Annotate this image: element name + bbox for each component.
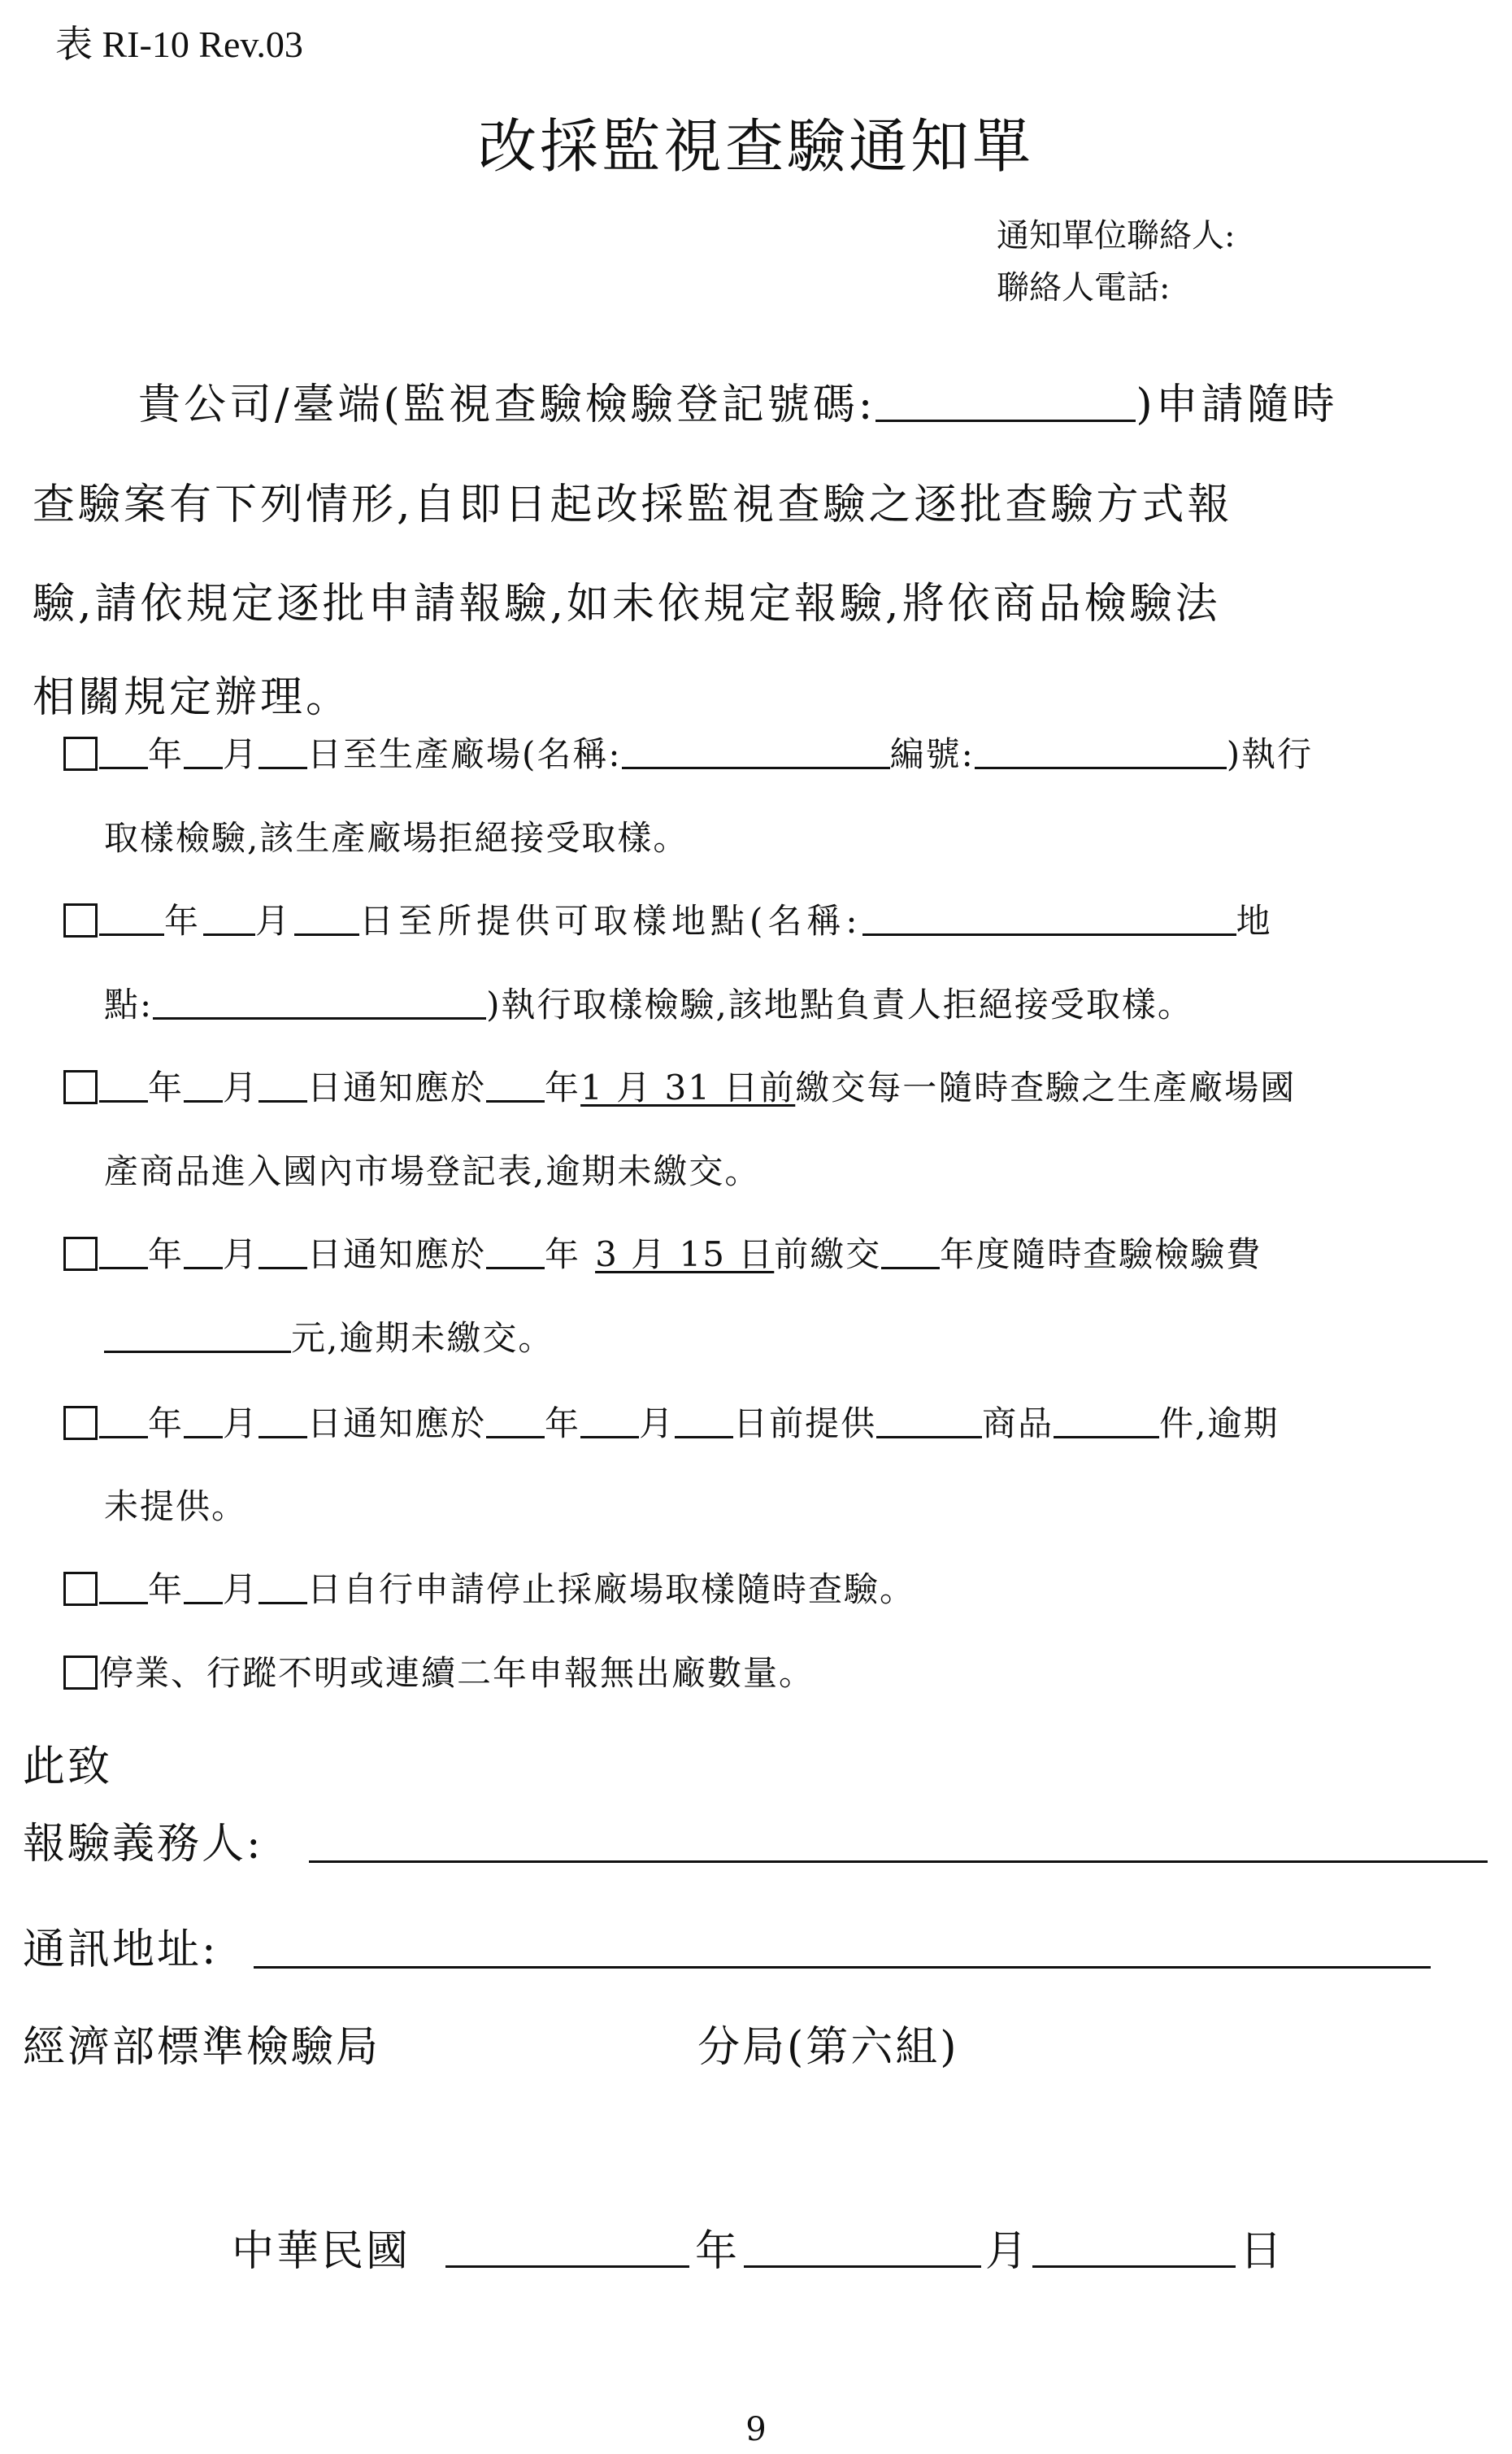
item-2-name-field[interactable] xyxy=(862,904,1236,936)
item-5-text-b: 年 xyxy=(545,1403,581,1443)
year-label: 年 xyxy=(164,901,204,941)
item-7 xyxy=(63,1647,815,1695)
item-3-due-date: 1 月 31 日前 xyxy=(580,1068,796,1107)
item-4-due-date: 3 月 15 日 xyxy=(595,1234,775,1274)
form-code: 表 RI-10 Rev.03 xyxy=(55,24,303,65)
item-5-text-f: 件,逾期 xyxy=(1159,1403,1280,1443)
item-4-month-field[interactable] xyxy=(184,1238,223,1269)
item-2-month-field[interactable] xyxy=(203,904,255,936)
item-2-line-2a: 點: xyxy=(104,985,154,1025)
item-1-year-field[interactable] xyxy=(99,738,148,769)
item-1-text-b: 編號: xyxy=(889,734,975,774)
contact-person-label: 通知單位聯絡人: xyxy=(997,217,1236,255)
item-1-month-field[interactable] xyxy=(184,738,223,769)
item-4-text-b: 年 xyxy=(545,1234,581,1274)
item-4-text-e: 年度隨時查驗檢驗費 xyxy=(940,1234,1262,1274)
item-4-line-2 xyxy=(104,1312,554,1360)
item-1-line-2: 取樣檢驗,該生產廠場拒絕接受取樣。 xyxy=(104,818,689,858)
item-5-due-month-field[interactable] xyxy=(580,1407,639,1438)
date-day-label: 日 xyxy=(1240,2227,1285,2276)
item-4-year-field[interactable] xyxy=(99,1238,148,1269)
body-line-2: 查驗案有下列情形,自即日起改採監視查驗之逐批查驗方式報 xyxy=(33,481,1233,529)
item-7-text: 停業、行蹤不明或連續二年申報無出廠數量。 xyxy=(99,1653,815,1693)
item-5-product-field[interactable] xyxy=(876,1407,982,1438)
month-label: 月 xyxy=(223,1403,259,1443)
body-line-3: 驗,請依規定逐批申請報驗,如未依規定報驗,將依商品檢驗法 xyxy=(33,580,1221,629)
item-3-text-b: 年 xyxy=(545,1068,581,1107)
closing-to: 此致 xyxy=(23,1743,113,1791)
item-1-name-field[interactable] xyxy=(622,738,890,769)
item-1 xyxy=(63,728,1313,777)
month-label: 月 xyxy=(223,734,259,774)
item-5-due-day-field[interactable] xyxy=(675,1407,733,1438)
body-line-1 xyxy=(138,370,1338,431)
month-label: 月 xyxy=(223,1234,259,1274)
item-5-day-field[interactable] xyxy=(259,1407,307,1438)
item-4-checkbox[interactable] xyxy=(63,1237,98,1271)
item-3-text-a: 日通知應於 xyxy=(307,1068,487,1107)
item-6-year-field[interactable] xyxy=(99,1573,148,1604)
item-4-fee-year-field[interactable] xyxy=(881,1238,940,1269)
branch-name: 分局(第六組) xyxy=(697,2023,959,2072)
item-5-line-2: 未提供。 xyxy=(104,1486,248,1526)
item-2-line-2 xyxy=(104,978,1193,1027)
item-5-text-d: 日前提供 xyxy=(733,1403,877,1443)
item-5-checkbox[interactable] xyxy=(63,1406,98,1440)
registration-number-field[interactable] xyxy=(875,390,1136,422)
item-5-text-c: 月 xyxy=(639,1403,676,1443)
obligor-label: 報驗義務人: xyxy=(23,1820,263,1869)
item-1-text-c: )執行 xyxy=(1226,734,1314,774)
item-1-text-a: 日至生產廠場(名稱: xyxy=(307,734,622,774)
item-7-checkbox[interactable] xyxy=(63,1656,98,1690)
page-title: 改採監視查驗通知單 xyxy=(477,112,1034,181)
page-number: 9 xyxy=(745,2411,767,2448)
date-month-label: 月 xyxy=(985,2227,1031,2276)
item-6 xyxy=(63,1563,915,1612)
item-1-checkbox[interactable] xyxy=(63,737,98,771)
item-1-day-field[interactable] xyxy=(259,738,307,769)
agency-name: 經濟部標準檢驗局 xyxy=(23,2023,381,2072)
item-2-text-a: 日至所提供可取樣地點(名稱: xyxy=(359,901,862,941)
item-4-line-2-text: 元,逾期未繳交。 xyxy=(291,1318,554,1358)
item-3-checkbox[interactable] xyxy=(63,1070,98,1104)
date-day-field[interactable] xyxy=(1032,2265,1236,2268)
item-4-day-field[interactable] xyxy=(259,1238,307,1269)
item-3-month-field[interactable] xyxy=(184,1071,223,1103)
date-era: 中華民國 xyxy=(232,2227,411,2276)
item-5-text-a: 日通知應於 xyxy=(307,1403,487,1443)
date-year-field[interactable] xyxy=(445,2265,689,2268)
item-3-due-year-field[interactable] xyxy=(486,1071,545,1103)
year-label: 年 xyxy=(148,1068,185,1107)
item-6-checkbox[interactable] xyxy=(63,1572,98,1606)
item-5-month-field[interactable] xyxy=(184,1407,223,1438)
item-3-line-2: 產商品進入國內市場登記表,逾期未繳交。 xyxy=(104,1151,761,1191)
year-label: 年 xyxy=(148,1403,185,1443)
address-label: 通訊地址: xyxy=(23,1925,219,1974)
date-year-label: 年 xyxy=(695,2227,741,2276)
item-4-text-a: 日通知應於 xyxy=(307,1234,487,1274)
year-label: 年 xyxy=(148,1569,185,1609)
address-field[interactable] xyxy=(254,1966,1431,1969)
obligor-field[interactable] xyxy=(309,1860,1488,1863)
item-2 xyxy=(63,894,1275,943)
item-2-day-field[interactable] xyxy=(294,904,359,936)
item-1-code-field[interactable] xyxy=(975,738,1227,769)
item-2-year-field[interactable] xyxy=(99,904,164,936)
item-3 xyxy=(63,1061,1296,1110)
item-6-month-field[interactable] xyxy=(184,1573,223,1604)
item-3-day-field[interactable] xyxy=(259,1071,307,1103)
body-line-1a: 貴公司/臺端(監視查驗檢驗登記號碼: xyxy=(138,381,876,429)
month-label: 月 xyxy=(223,1569,259,1609)
item-2-text-b: 地 xyxy=(1236,901,1275,941)
item-2-line-2b: )執行取樣檢驗,該地點負責人拒絕接受取樣。 xyxy=(486,985,1193,1025)
item-4-amount-field[interactable] xyxy=(104,1321,291,1353)
item-3-year-field[interactable] xyxy=(99,1071,148,1103)
item-4-due-year-field[interactable] xyxy=(486,1238,545,1269)
item-3-text-d: 繳交每一隨時查驗之生產廠場國 xyxy=(795,1068,1297,1107)
item-5-count-field[interactable] xyxy=(1054,1407,1159,1438)
body-line-1b: )申請隨時 xyxy=(1136,381,1338,429)
date-month-field[interactable] xyxy=(744,2265,981,2268)
item-4 xyxy=(63,1228,1262,1277)
month-label: 月 xyxy=(255,901,295,941)
item-2-location-field[interactable] xyxy=(153,988,486,1020)
month-label: 月 xyxy=(223,1068,259,1107)
contact-phone-label: 聯絡人電話: xyxy=(997,269,1171,307)
item-6-day-field[interactable] xyxy=(259,1573,307,1604)
item-5-text-e: 商品 xyxy=(982,1403,1054,1443)
item-6-text-a: 日自行申請停止採廠場取樣隨時查驗。 xyxy=(307,1569,916,1609)
item-5-due-year-field[interactable] xyxy=(486,1407,545,1438)
item-2-checkbox[interactable] xyxy=(63,903,98,938)
body-line-4: 相關規定辦理。 xyxy=(33,673,352,722)
item-5 xyxy=(63,1397,1279,1446)
item-4-text-d: 前繳交 xyxy=(774,1234,882,1274)
year-label: 年 xyxy=(148,1234,185,1274)
item-5-year-field[interactable] xyxy=(99,1407,148,1438)
year-label: 年 xyxy=(148,734,185,774)
